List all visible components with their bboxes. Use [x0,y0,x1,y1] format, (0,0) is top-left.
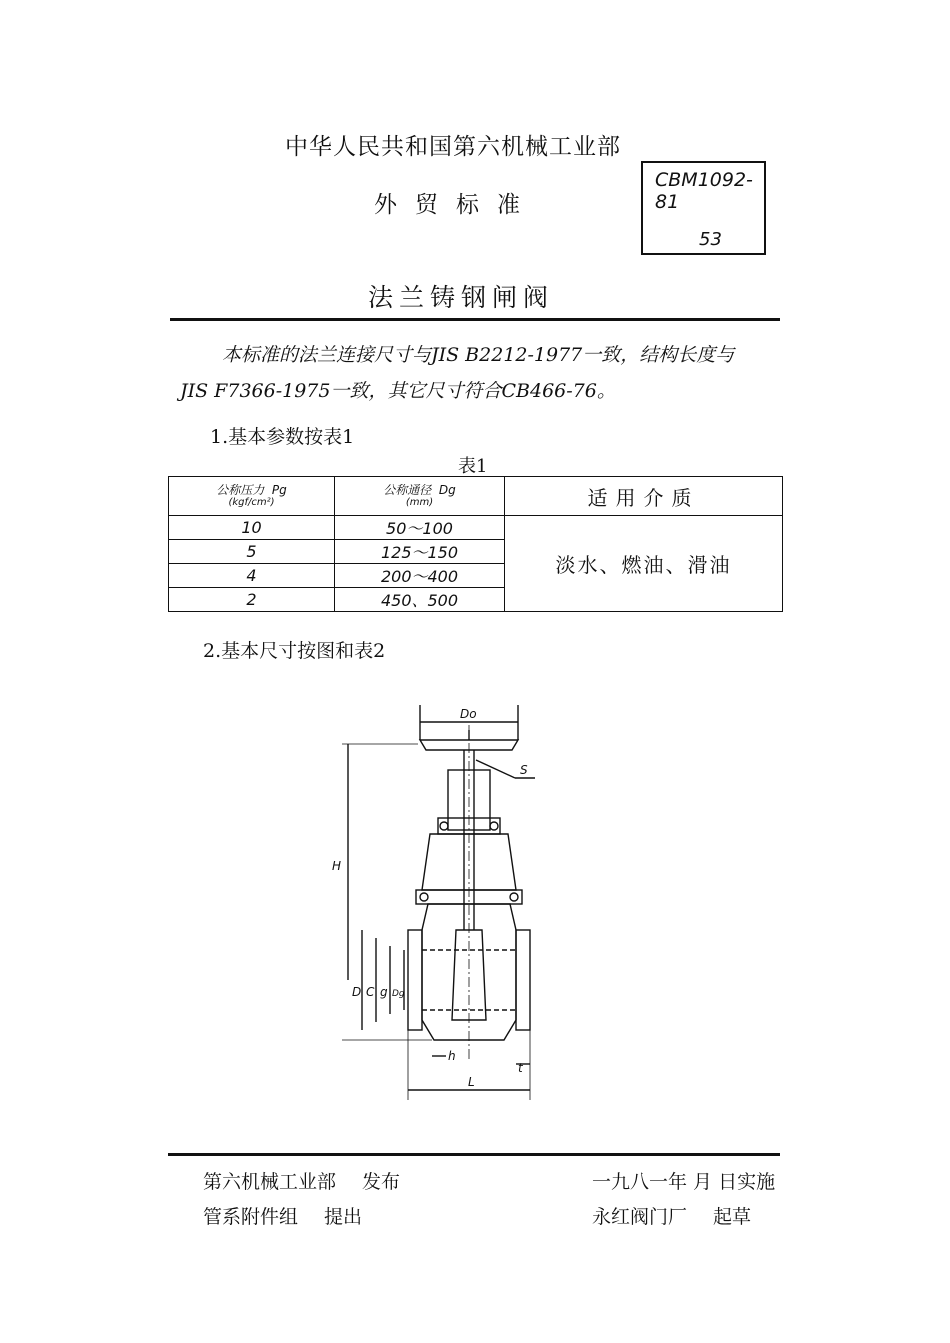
page-number: 53 [699,229,722,250]
footer-issuer [203,1167,400,1194]
label-d: D [352,985,362,999]
cell-diameter: 200～400 [335,564,505,588]
footer-implement-date: 一九八一年 月 日实施 [592,1171,776,1193]
footer-drafter [592,1202,751,1229]
left-flange [408,930,422,1030]
table-1-caption: 表1 [458,456,488,477]
propose-action: 提出 [324,1206,363,1228]
parameters-table [168,476,783,612]
header-pressure-symbol: Pg [271,483,287,497]
right-flange [516,930,530,1030]
cell-diameter: 125～150 [335,540,505,564]
bolt-icon [510,893,518,901]
footer-proposer [203,1202,362,1229]
label-do: Do [460,707,477,721]
label-l: L [468,1075,475,1089]
bolt-icon [420,893,428,901]
cell-pressure: 10 [169,516,335,540]
header-pressure [169,477,335,516]
drafter-name: 永红阀门厂 [592,1206,688,1228]
section-1-heading: 1.基本参数按表1 [210,426,355,448]
table-row [169,516,783,540]
header-medium: 适用介质 [505,477,783,516]
footer-rule [168,1153,780,1156]
header-diameter [335,477,505,516]
label-dg: Dg [392,989,405,999]
cell-pressure: 2 [169,588,335,612]
title-rule [170,318,780,321]
document-title: 法兰铸钢闸阀 [368,283,555,312]
standard-code-box [641,161,766,255]
header-diameter-unit: (mm) [405,497,434,508]
label-t: t [518,1061,523,1075]
issuer-name: 第六机械工业部 [203,1171,337,1193]
label-h-lower: h [448,1049,456,1063]
intro-line-1: 本标准的法兰连接尺寸与JIS B2212-1977一致，结构长度与 [222,344,735,366]
draft-action: 起草 [713,1206,752,1228]
ministry-name: 中华人民共和国第六机械工业部 [285,134,621,160]
s-leader [476,760,515,778]
header-pressure-label: 公称压力 [216,483,265,497]
header-pressure-unit: (kgf/cm²) [228,497,275,508]
bolt-icon [490,822,498,830]
header-diameter-label: 公称通径 [383,483,432,497]
label-h-upper: H [332,859,342,873]
cell-medium: 淡水、燃油、滑油 [505,516,783,612]
cell-diameter: 450、500 [335,588,505,612]
table-header-row [169,477,783,516]
gate-valve-drawing [320,700,560,1120]
proposer-name: 管系附件组 [203,1206,299,1228]
label-c: C [366,985,375,999]
issue-action: 发布 [362,1171,401,1193]
cell-diameter: 50～100 [335,516,505,540]
label-g: g [380,985,388,999]
standard-type: 外贸标准 [374,192,538,218]
cell-pressure: 4 [169,564,335,588]
header-diameter-symbol: Dg [438,483,456,497]
standard-code: CBM1092-81 [655,169,753,213]
cell-pressure: 5 [169,540,335,564]
bolt-icon [440,822,448,830]
label-s: S [520,763,528,777]
section-2-heading: 2.基本尺寸按图和表2 [203,640,386,662]
intro-line-2: JIS F7366-1975一致，其它尺寸符合CB466-76。 [180,380,616,402]
